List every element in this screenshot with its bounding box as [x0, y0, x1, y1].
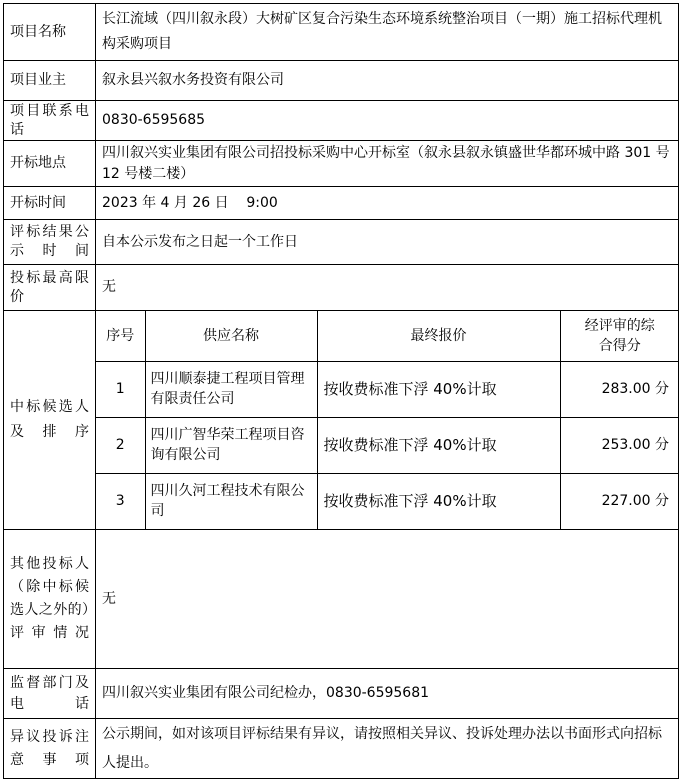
- row-phone: [4, 101, 679, 141]
- score-cell: 227.00 分: [560, 473, 679, 529]
- location-value: 四川叙兴实业集团有限公司招投标采购中心开标室（叙永县叙永镇盛世华都环城中路 301 号 12 号楼二楼）: [96, 141, 679, 187]
- phone-label: 项目联系电话: [4, 101, 96, 141]
- time-label: 开标时间: [4, 187, 96, 220]
- supervision-label: 监督部门及电话: [4, 669, 96, 719]
- table-row: [96, 361, 679, 417]
- row-candidates: [4, 311, 679, 530]
- rank-cell: 1: [96, 361, 145, 417]
- row-others: [4, 530, 679, 669]
- header-rank: 序号: [96, 311, 145, 361]
- score-cell: 253.00 分: [560, 417, 679, 473]
- announcement-table: [3, 3, 679, 779]
- price-cell: 按收费标准下浮 40%计取: [317, 473, 560, 529]
- project-name-label: 项目名称: [4, 4, 96, 61]
- objection-value: 公示期间，如对该项目评标结果有异议，请按照相关异议、投诉处理办法以书面形式向招标人提出。: [96, 719, 679, 779]
- objection-label: 异议投诉注意事项: [4, 719, 96, 779]
- location-label: 开标地点: [4, 141, 96, 187]
- row-objection: [4, 719, 679, 779]
- project-name-value: 长江流域（四川叙永段）大树矿区复合污染生态环境系统整治项目（一期）施工招标代理机构采购项目: [96, 4, 679, 61]
- supplier-cell: 四川顺泰捷工程项目管理有限责任公司: [145, 361, 317, 417]
- rank-cell: 3: [96, 473, 145, 529]
- owner-value: 叙永县兴叙水务投资有限公司: [96, 61, 679, 101]
- row-project-name: [4, 4, 679, 61]
- table-row: [96, 473, 679, 529]
- publicity-value: 自本公示发布之日起一个工作日: [96, 220, 679, 265]
- publicity-label: 评标结果公示时间: [4, 220, 96, 265]
- header-supplier: 供应名称: [145, 311, 317, 361]
- header-score: 经评审的综合得分: [560, 311, 679, 361]
- time-value: 2023 年 4 月 26 日 9:00: [96, 187, 679, 220]
- phone-value: 0830-6595685: [96, 101, 679, 141]
- max-price-value: 无: [96, 265, 679, 311]
- owner-label: 项目业主: [4, 61, 96, 101]
- max-price-label: 投标最高限价: [4, 265, 96, 311]
- candidates-cell: [96, 311, 679, 530]
- supplier-cell: 四川广智华荣工程项目咨询有限公司: [145, 417, 317, 473]
- price-cell: 按收费标准下浮 40%计取: [317, 361, 560, 417]
- row-location: [4, 141, 679, 187]
- row-supervision: [4, 669, 679, 719]
- table-row: [96, 417, 679, 473]
- row-owner: [4, 61, 679, 101]
- score-cell: 283.00 分: [560, 361, 679, 417]
- row-max-price: [4, 265, 679, 311]
- supplier-cell: 四川久河工程技术有限公司: [145, 473, 317, 529]
- others-value: 无: [96, 530, 679, 669]
- candidates-header-row: [96, 311, 679, 361]
- header-price: 最终报价: [317, 311, 560, 361]
- supervision-value: 四川叙兴实业集团有限公司纪检办，0830-6595681: [96, 669, 679, 719]
- price-cell: 按收费标准下浮 40%计取: [317, 417, 560, 473]
- others-label: 其他投标人（除中标候选人之外的）评审情况: [4, 530, 96, 669]
- row-publicity: [4, 220, 679, 265]
- row-time: [4, 187, 679, 220]
- candidates-table: [96, 311, 679, 529]
- rank-cell: 2: [96, 417, 145, 473]
- candidates-label: 中标候选人及排序: [4, 311, 96, 530]
